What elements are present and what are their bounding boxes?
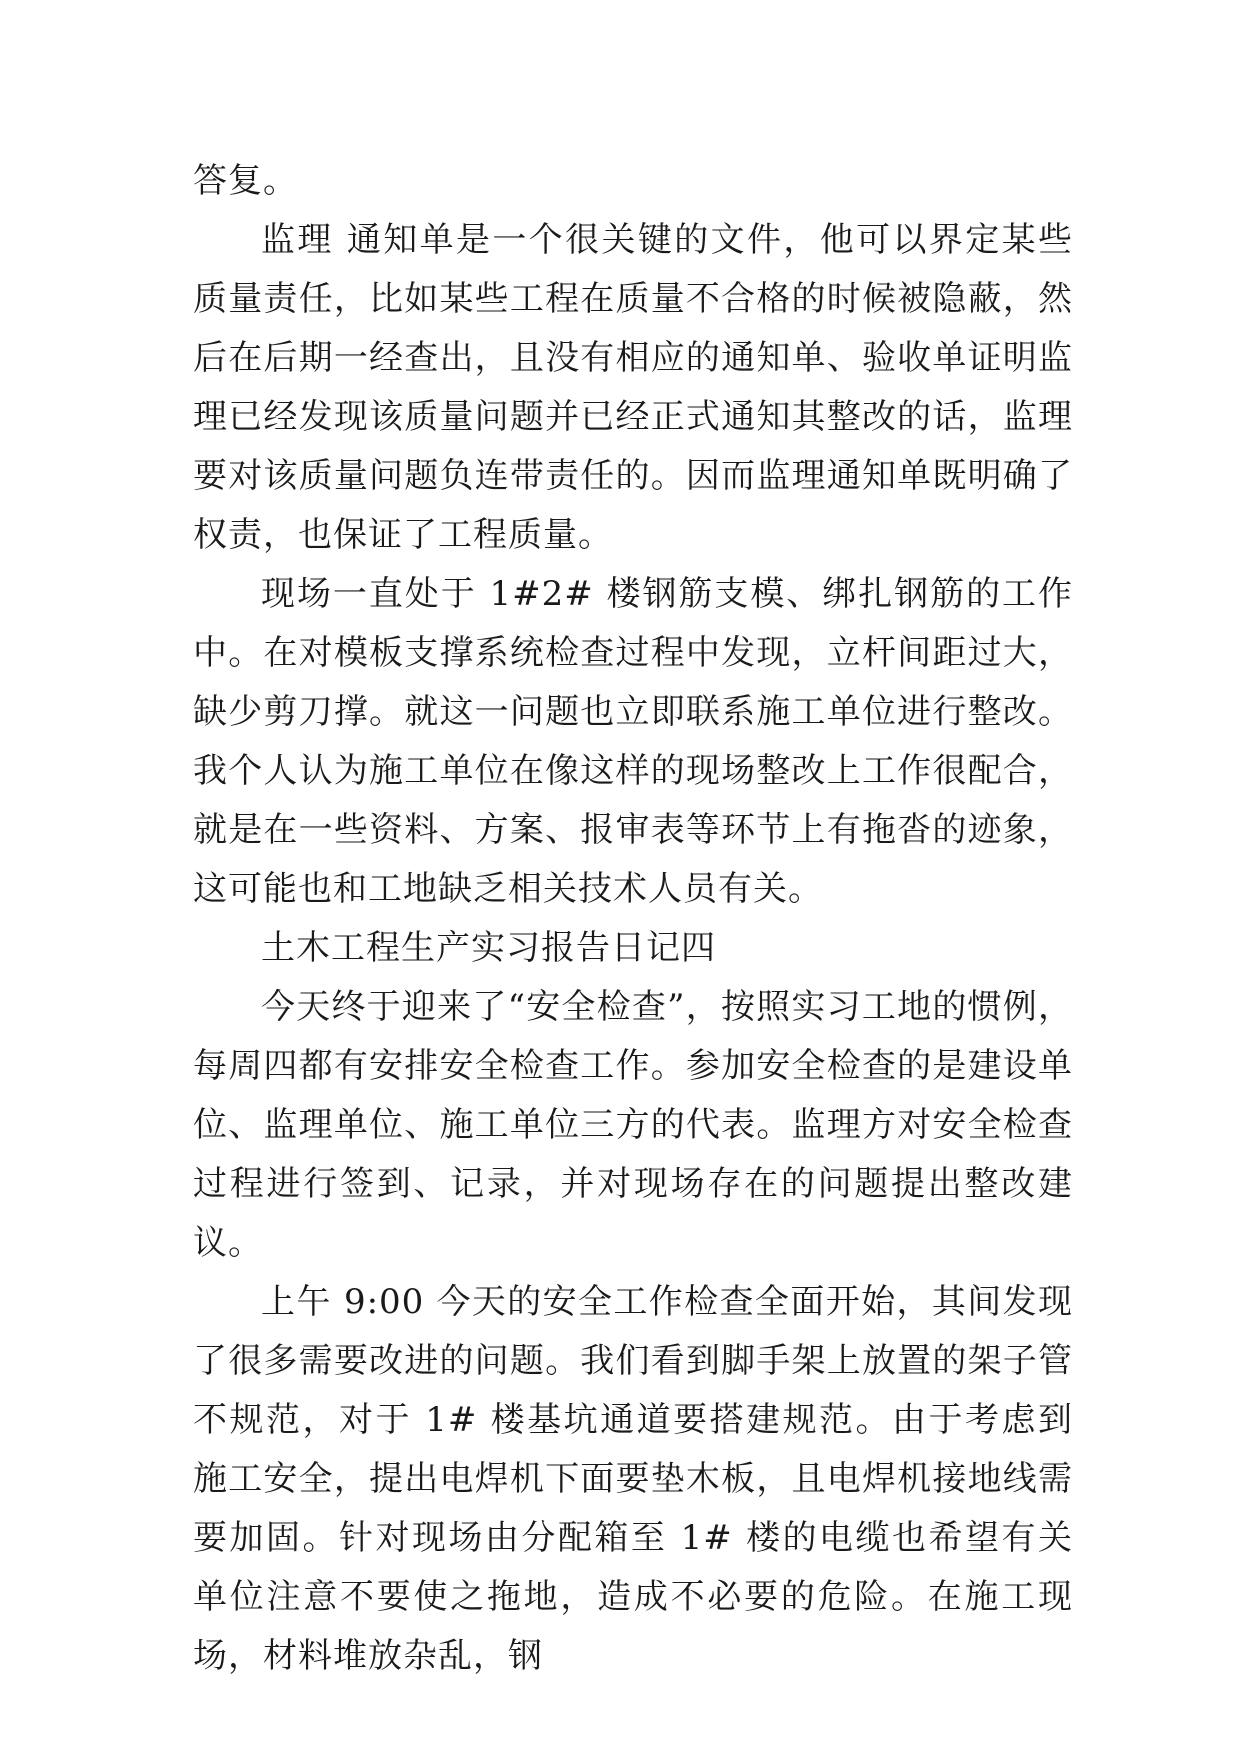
paragraph-safety-check-findings: 上午 9:00 今天的安全工作检查全面开始，其间发现了很多需要改进的问题。我们看到脚手架上放置的架子管不规范，对于 1# 楼基坑通道要搭建规范。由于考虑到施工安全，提出电焊机下面要垫木板，且电焊机接地线需要加固。针对现场由分配箱至 1# 楼的电缆也希望有关单位注意不要使之拖地，造成不必要的危险。在施工现场，材料堆放杂乱，钢: [193, 1282, 1073, 1676]
paragraph-notice-importance: 监理 通知单是一个很关键的文件，他可以界定某些质量责任，比如某些工程在质量不合格的时候被隐蔽，然后在后期一经查出，且没有相应的通知单、验收单证明监理已经发现该质量问题并已经正式通知其整改的话，监理要对该质量问题负连带责任的。因而监理通知单既明确了权责，也保证了工程质量。: [193, 220, 1073, 555]
paragraph-safety-check-intro: 今天终于迎来了“安全检查”，按照实习工地的惯例，每周四都有安排安全检查工作。参加安全检查的是建设单位、监理单位、施工单位三方的代表。监理方对安全检查过程进行签到、记录，并对现场存在的问题提出整改建议。: [193, 987, 1073, 1263]
section-heading-diary-four: 土木工程生产实习报告日记四: [261, 928, 716, 968]
paragraph-continuation: 答复。: [193, 161, 298, 201]
document-body: [193, 152, 1073, 1686]
paragraph-site-inspection: 现场一直处于 1#2# 楼钢筋支模、绑扎钢筋的工作中。在对模板支撑系统检查过程中发现，立杆间距过大，缺少剪刀撑。就这一问题也立即联系施工单位进行整改。我个人认为施工单位在像这样的现场整改上工作很配合，就是在一些资料、方案、报审表等环节上有拖沓的迹象，这可能也和工地缺乏相关技术人员有关。: [193, 574, 1073, 909]
